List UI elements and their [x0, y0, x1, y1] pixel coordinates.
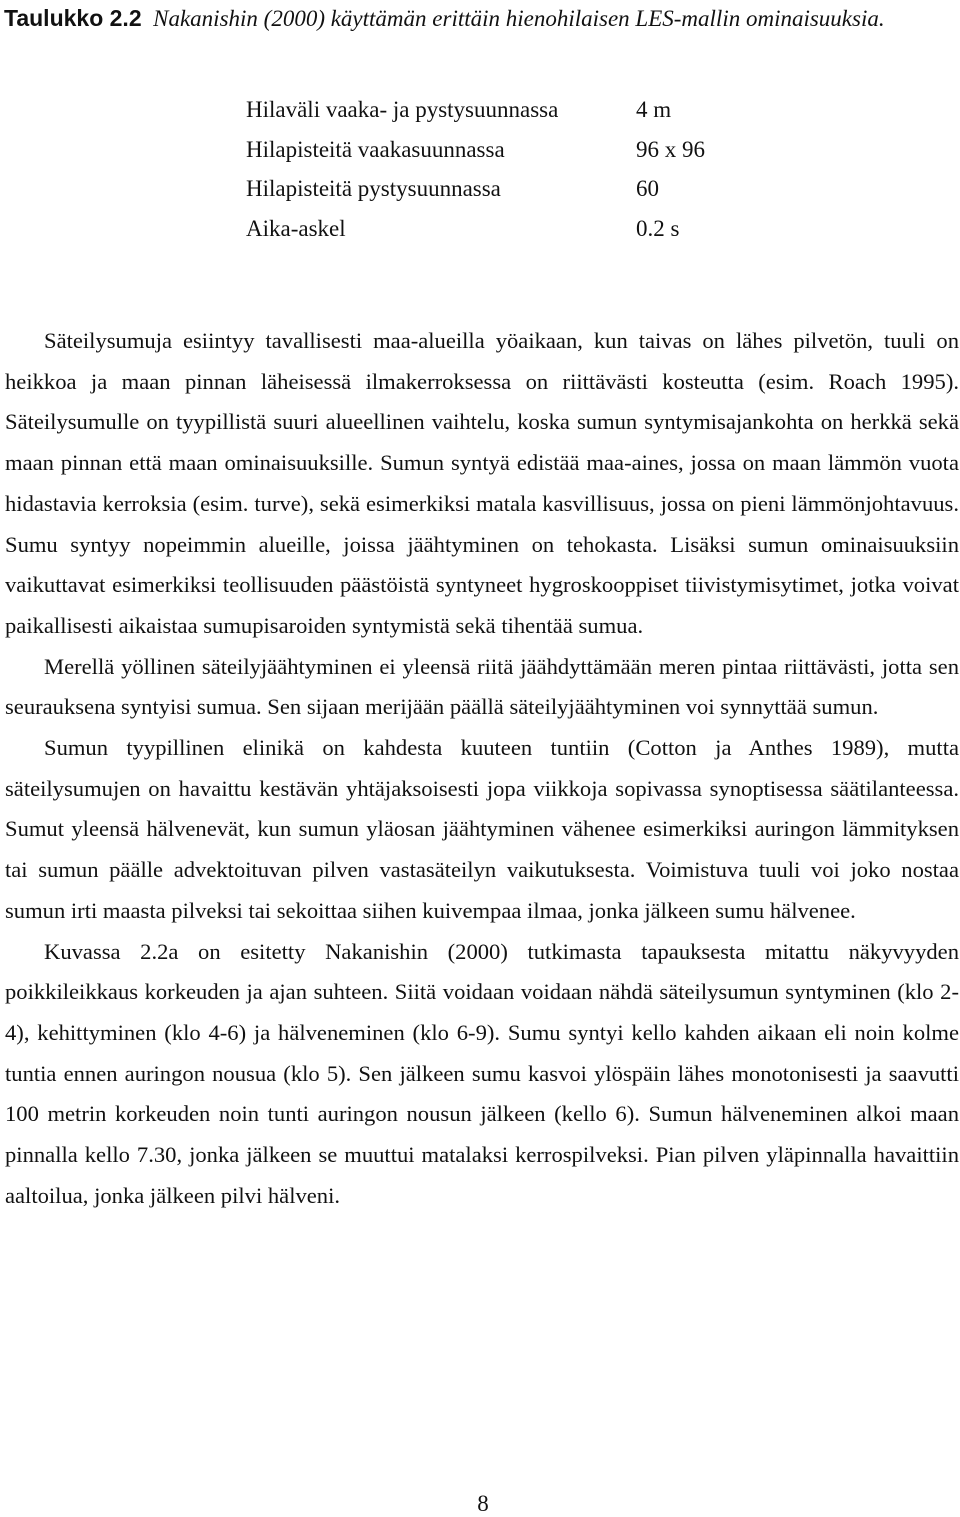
- parameter-name: Aika-askel: [246, 215, 346, 241]
- parameter-name: Hilapisteitä pystysuunnassa: [246, 176, 501, 201]
- page-number: 8: [477, 1491, 489, 1516]
- parameter-name: Hilaväli vaaka- ja pystysuunnassa: [246, 97, 559, 122]
- paragraph-case-study: Kuvassa 2.2a on esitetty Nakanishin (2000) tutkimasta tapauksesta mitattu näkyvyyden poikkileikkaus korkeuden ja ajan suhteen. Siitä voidaan voidaan nähdä säteilysumun syntyminen (klo 2-4), kehittyminen (klo 4-6) ja hälveneminen (klo 6-9). Sumu syntyi kello kahden aikaan eli noin kolme tuntia ennen auringon nousua (klo 5). Sen jälkeen sumu kasvoi ylöspäin lähes monotonisesti ja saavutti 100 metrin korkeuden noin tunti auringon nousun jälkeen (kello 6). Sumun hälveneminen alkoi maan pinnalla kello 7.30, jonka jälkeen se muuttui matalaksi kerrospilveksi. Pian pilven yläpinnalla havaittiin aaltoilua, jonka jälkeen pilvi hälveni.: [5, 938, 959, 1208]
- table-row: [246, 169, 705, 209]
- table-row: [246, 90, 705, 130]
- table-caption: [4, 1, 958, 36]
- table-caption-text: Nakanishin (2000) käyttämän erittäin hienohilaisen LES-mallin ominaisuuksia.: [153, 6, 885, 31]
- parameter-value: 96 x 96: [636, 136, 705, 162]
- paragraph-sea-fog: Merellä yöllinen säteilyjäähtyminen ei yleensä riitä jäähdyttämään meren pintaa riittävästi, jotta sen seurauksena syntyisi sumua. Sen sijaan merijään päällä säteilyjäähtyminen voi synnyttää sumun.: [5, 653, 959, 720]
- table-row: [246, 209, 705, 249]
- parameter-value: 4 m: [636, 97, 672, 122]
- parameter-name: Hilapisteitä vaakasuunnassa: [246, 136, 505, 162]
- body-text: [5, 321, 959, 1216]
- paragraph-fog-lifetime: Sumun tyypillinen elinikä on kahdesta kuuteen tuntiin (Cotton ja Anthes 1989), mutta säteilysumujen on havaittu kestävän yhtäjaksoisesti jopa viikkoja sopivassa synoptisessa säätilanteessa. Sumut yleensä hälvenevät, kun sumun yläosan jäähtyminen vähenee esimerkiksi auringon lämmityksen tai sumun päälle advektoituvan pilven vastasäteilyn vaikutuksesta. Voimistuva tuuli voi joko nostaa sumun irti maasta pilveksi tai sekoittaa siihen kuivempaa ilmaa, jonka jälkeen sumu hälvenee.: [5, 735, 959, 923]
- paragraph-radiation-fog: Säteilysumuja esiintyy tavallisesti maa-alueilla yöaikaan, kun taivas on lähes pilvetön, tuuli on heikkoa ja maan pinnan läheisessä ilmakerroksessa on riittävästi kosteutta (esim. Roach 1995). Säteilysumulle on tyypillistä suuri alueellinen vaihtelu, koska sumun syntymisajankohta on herkkä sekä maan pinnan että maan ominaisuuksille. Sumun syntyä edistää maa-aines, jossa on maan lämmön vuota hidastavia kerroksia (esim. turve), sekä esimerkiksi matala kasvillisuus, jossa on pieni lämmönjohtavuus. Sumu syntyy nopeimmin alueille, joissa jäähtyminen on tehokasta. Lisäksi sumun ominaisuuksiin vaikuttavat esimerkiksi teollisuuden päästöistä syntyneet hygroskooppiset tiivistymisytimet, jotka voivat paikallisesti aikaistaa sumupisaroiden syntymistä sekä tihentää sumua.: [5, 328, 959, 638]
- table-row: [246, 130, 705, 170]
- parameter-value: 60: [636, 176, 659, 201]
- parameter-value: 0.2 s: [636, 215, 680, 241]
- table-caption-label: Taulukko 2.2: [4, 5, 142, 31]
- model-parameters-table: [246, 90, 705, 248]
